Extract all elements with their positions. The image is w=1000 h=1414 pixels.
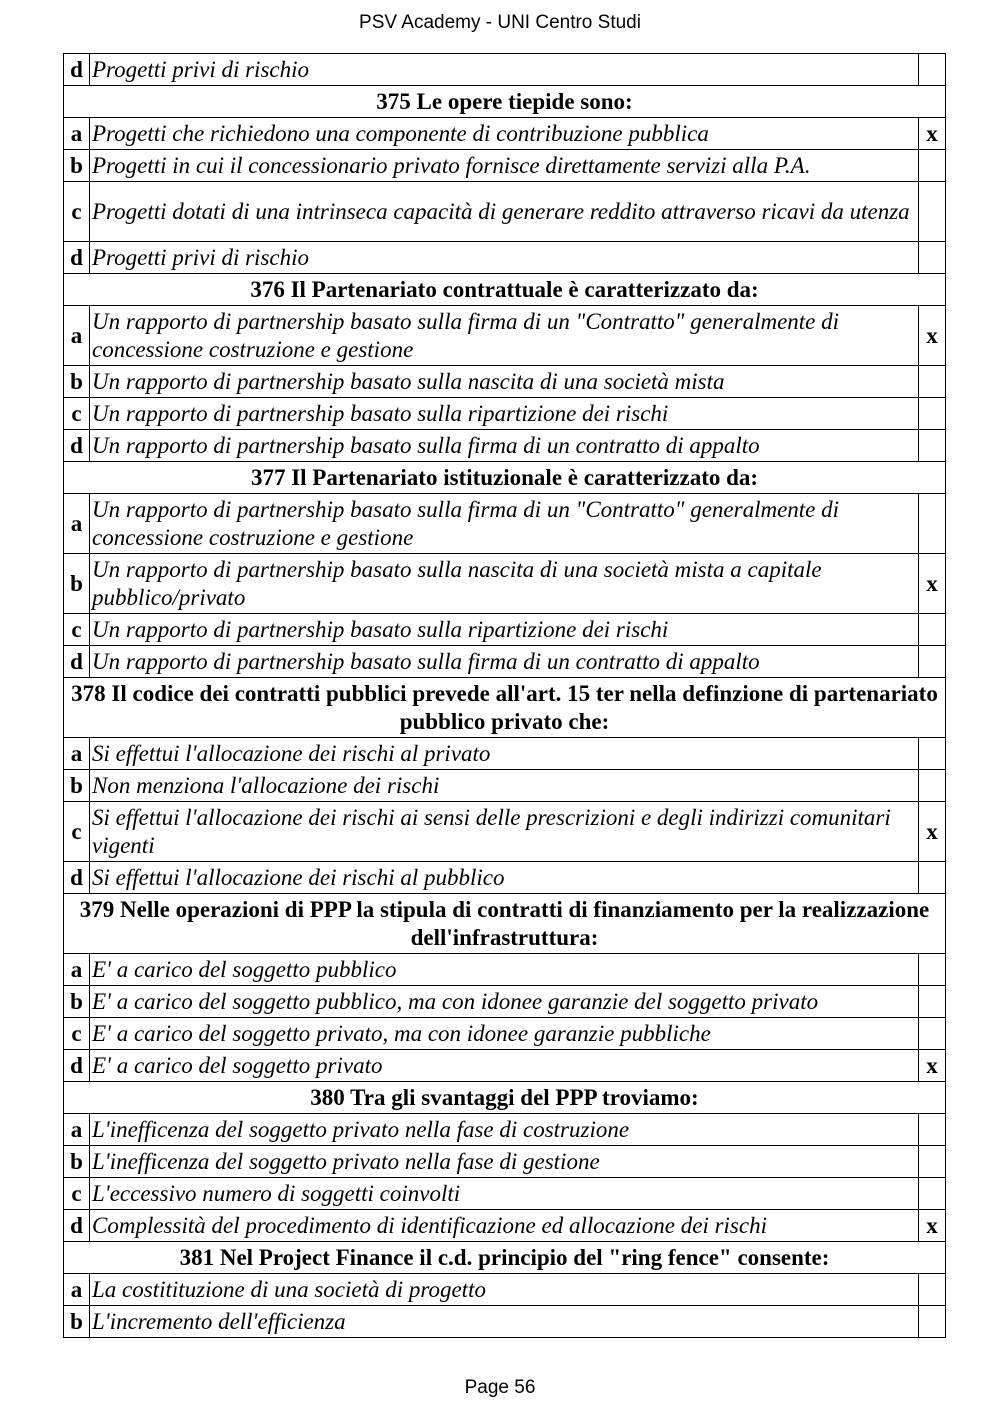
answer-text: Un rapporto di partnership basato sulla nascita di una società mista a capitale pubblico/privato [90, 554, 919, 614]
answer-row [64, 306, 946, 366]
answer-text: Un rapporto di partnership basato sulla nascita di una società mista [90, 366, 919, 398]
answer-row [64, 802, 946, 862]
answer-text: Progetti in cui il concessionario privato fornisce direttamente servizi alla P.A. [90, 150, 919, 182]
answer-text: L'inefficenza del soggetto privato nella fase di costruzione [90, 1114, 919, 1146]
answer-text: Si effettui l'allocazione dei rischi ai sensi delle prescrizioni e degli indirizzi comunitari vigenti [90, 802, 919, 862]
answer-text: Progetti che richiedono una componente di contribuzione pubblica [90, 118, 919, 150]
question-row [64, 274, 946, 306]
answer-letter: d [64, 646, 90, 678]
answer-text: Un rapporto di partnership basato sulla firma di un contratto di appalto [90, 430, 919, 462]
answer-letter: a [64, 954, 90, 986]
answer-letter: a [64, 738, 90, 770]
correct-answer-mark: x [919, 1210, 946, 1242]
answer-text: Un rapporto di partnership basato sulla firma di un "Contratto" generalmente di concessione costruzione e gestione [90, 306, 919, 366]
answer-letter: d [64, 1210, 90, 1242]
answer-letter: a [64, 1114, 90, 1146]
correct-answer-mark [919, 1274, 946, 1306]
answer-row [64, 1210, 946, 1242]
answer-text: E' a carico del soggetto pubblico, ma con idonee garanzie del soggetto privato [90, 986, 919, 1018]
answer-row [64, 242, 946, 274]
answer-row [64, 398, 946, 430]
correct-answer-mark [919, 242, 946, 274]
question-text: 378 Il codice dei contratti pubblici prevede all'art. 15 ter nella definzione di partenariato pubblico privato che: [64, 678, 946, 738]
answer-letter: d [64, 1050, 90, 1082]
answer-text: L'eccessivo numero di soggetti coinvolti [90, 1178, 919, 1210]
answer-letter: a [64, 494, 90, 554]
answer-row [64, 1274, 946, 1306]
correct-answer-mark [919, 54, 946, 86]
question-row [64, 86, 946, 118]
correct-answer-mark [919, 1018, 946, 1050]
question-text: 377 Il Partenariato istituzionale è caratterizzato da: [64, 462, 946, 494]
answer-letter: d [64, 862, 90, 894]
answer-text: L'incremento dell'efficienza [90, 1306, 919, 1338]
answer-letter: c [64, 1178, 90, 1210]
answer-row [64, 54, 946, 86]
answer-text: Un rapporto di partnership basato sulla firma di un contratto di appalto [90, 646, 919, 678]
answer-row [64, 1178, 946, 1210]
question-row [64, 1082, 946, 1114]
answer-text: Progetti dotati di una intrinseca capacità di generare reddito attraverso ricavi da utenza [90, 182, 919, 242]
answer-row [64, 1114, 946, 1146]
answer-row [64, 1018, 946, 1050]
quiz-table [63, 53, 946, 1338]
correct-answer-mark [919, 494, 946, 554]
correct-answer-mark: x [919, 118, 946, 150]
answer-row [64, 494, 946, 554]
answer-letter: a [64, 118, 90, 150]
answer-text: Progetti privi di rischio [90, 54, 919, 86]
question-text: 380 Tra gli svantaggi del PPP troviamo: [64, 1082, 946, 1114]
question-row [64, 678, 946, 738]
answer-text: Un rapporto di partnership basato sulla firma di un "Contratto" generalmente di concessione costruzione e gestione [90, 494, 919, 554]
answer-text: E' a carico del soggetto pubblico [90, 954, 919, 986]
question-row [64, 1242, 946, 1274]
answer-letter: b [64, 986, 90, 1018]
answer-text: Un rapporto di partnership basato sulla ripartizione dei rischi [90, 614, 919, 646]
answer-text: Si effettui l'allocazione dei rischi al pubblico [90, 862, 919, 894]
page-number: Page 56 [464, 1377, 536, 1398]
answer-row [64, 738, 946, 770]
quiz-body [64, 54, 946, 1338]
answer-letter: c [64, 802, 90, 862]
answer-text: La costitituzione di una società di progetto [90, 1274, 919, 1306]
answer-text: Progetti privi di rischio [90, 242, 919, 274]
correct-answer-mark [919, 1114, 946, 1146]
question-text: 375 Le opere tiepide sono: [64, 86, 946, 118]
question-row [64, 462, 946, 494]
answer-text: Non menziona l'allocazione dei rischi [90, 770, 919, 802]
answer-row [64, 646, 946, 678]
correct-answer-mark [919, 150, 946, 182]
correct-answer-mark [919, 862, 946, 894]
question-text: 376 Il Partenariato contrattuale è caratterizzato da: [64, 274, 946, 306]
answer-letter: b [64, 1306, 90, 1338]
correct-answer-mark [919, 1178, 946, 1210]
answer-row [64, 1050, 946, 1082]
answer-text: Un rapporto di partnership basato sulla ripartizione dei rischi [90, 398, 919, 430]
answer-letter: b [64, 770, 90, 802]
page-header: PSV Academy - UNI Centro Studi [359, 12, 641, 33]
correct-answer-mark: x [919, 802, 946, 862]
answer-row [64, 1146, 946, 1178]
correct-answer-mark [919, 1146, 946, 1178]
answer-letter: d [64, 242, 90, 274]
correct-answer-mark: x [919, 306, 946, 366]
answer-letter: b [64, 150, 90, 182]
question-text: 379 Nelle operazioni di PPP la stipula di contratti di finanziamento per la realizzazione dell'infrastruttura: [64, 894, 946, 954]
correct-answer-mark [919, 182, 946, 242]
answer-letter: d [64, 430, 90, 462]
answer-letter: b [64, 554, 90, 614]
answer-text: L'inefficenza del soggetto privato nella fase di gestione [90, 1146, 919, 1178]
question-text: 381 Nel Project Finance il c.d. principio del "ring fence" consente: [64, 1242, 946, 1274]
answer-letter: c [64, 1018, 90, 1050]
answer-row [64, 1306, 946, 1338]
correct-answer-mark [919, 738, 946, 770]
answer-row [64, 182, 946, 242]
answer-row [64, 954, 946, 986]
answer-text: Si effettui l'allocazione dei rischi al privato [90, 738, 919, 770]
correct-answer-mark [919, 1306, 946, 1338]
answer-letter: c [64, 398, 90, 430]
answer-text: E' a carico del soggetto privato, ma con idonee garanzie pubbliche [90, 1018, 919, 1050]
correct-answer-mark [919, 430, 946, 462]
answer-letter: a [64, 1274, 90, 1306]
answer-row [64, 150, 946, 182]
answer-row [64, 430, 946, 462]
correct-answer-mark: x [919, 1050, 946, 1082]
answer-letter: b [64, 366, 90, 398]
answer-row [64, 554, 946, 614]
correct-answer-mark [919, 646, 946, 678]
correct-answer-mark [919, 614, 946, 646]
correct-answer-mark [919, 366, 946, 398]
answer-letter: c [64, 182, 90, 242]
correct-answer-mark [919, 954, 946, 986]
answer-letter: a [64, 306, 90, 366]
correct-answer-mark [919, 770, 946, 802]
correct-answer-mark: x [919, 554, 946, 614]
answer-row [64, 614, 946, 646]
answer-text: Complessità del procedimento di identificazione ed allocazione dei rischi [90, 1210, 919, 1242]
answer-row [64, 366, 946, 398]
answer-row [64, 118, 946, 150]
correct-answer-mark [919, 398, 946, 430]
answer-row [64, 862, 946, 894]
answer-letter: c [64, 614, 90, 646]
answer-text: E' a carico del soggetto privato [90, 1050, 919, 1082]
correct-answer-mark [919, 986, 946, 1018]
answer-letter: d [64, 54, 90, 86]
answer-letter: b [64, 1146, 90, 1178]
answer-row [64, 770, 946, 802]
answer-row [64, 986, 946, 1018]
question-row [64, 894, 946, 954]
